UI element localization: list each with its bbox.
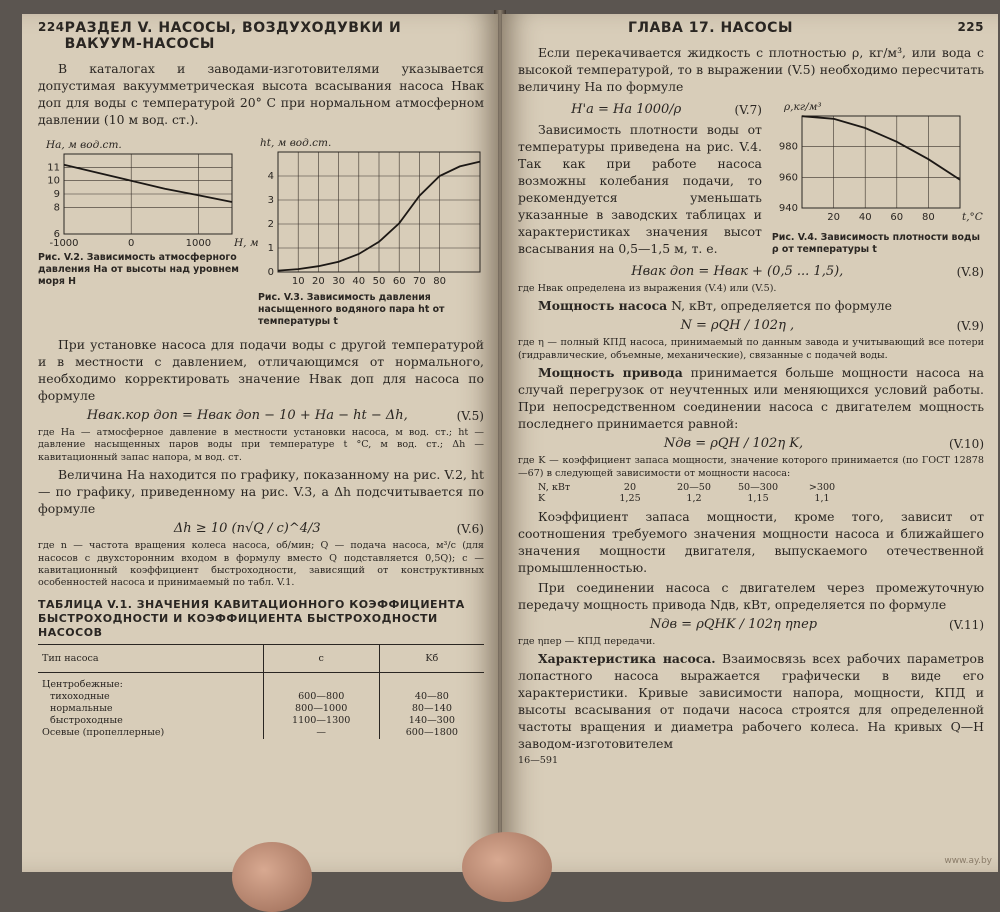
x-tick-label: 40: [352, 276, 366, 287]
y-tick-label: 11: [47, 162, 60, 174]
power-text: N, кВт, определяется по формуле: [671, 298, 893, 314]
x-tick-label: 40: [858, 212, 872, 223]
x-tick-label: 10: [291, 276, 305, 287]
formula-v9: [518, 318, 984, 333]
formula-v9-expression: N = ρQH / 102η ,: [680, 318, 795, 334]
formula-v8-number: (V.8): [956, 264, 984, 279]
figure-v4-caption: Рис. V.4. Зависимость плотности воды ρ от температуры t: [771, 232, 980, 255]
left-figures: [38, 132, 484, 328]
table-cell: быстроходные: [50, 714, 123, 726]
k-table-cell: 20: [623, 482, 637, 494]
k-table-cell: 1,25: [619, 493, 641, 505]
y-tick-label: 9: [53, 189, 60, 200]
series-line: [64, 165, 232, 202]
x-tick-label: 20: [827, 212, 840, 223]
right-chapter-title: ГЛАВА 17. НАСОСЫ: [628, 20, 793, 36]
characteristic-text: Взаимосвязь всех рабочих параметров лопастного насоса выражается графически в виде его характеристики. Кривые зависимости напора, мощности, КПД и высоты всасывания от подачи насоса строятся для определенной частоты вращения и диаметра рабочего колеса. На кривых Q—H заводом-изготовителем: [518, 651, 984, 752]
thumb-left: [232, 842, 312, 912]
formula-v10-legend: где K — коэффициент запаса мощности, значение которого принимается (по ГОСТ 12878—67) в следующей зависимости от мощности насоса:: [518, 455, 984, 479]
formula-v9-legend: где η — полный КПД насоса, принимаемый по данным завода и учитывающий все потери (гидравлические, объемные, механические), связанные с подачей воды.: [518, 337, 984, 361]
chart-v4: [772, 98, 982, 228]
drive-text: принимается больше мощности насоса на случай перегрузок от неучтенных или меняющихся условий работы. При непосредственном соединении насоса с двигателем мощность последнего принимается равной:: [518, 365, 984, 432]
k-table-cell: 50—300: [737, 482, 779, 494]
y-tick-label: 960: [778, 172, 798, 184]
power-heading: Мощность насоса: [538, 298, 668, 314]
characteristic-heading: Характеристика насоса.: [538, 651, 716, 667]
table-cell: нормальные: [50, 702, 113, 714]
table-header-row: [38, 644, 484, 672]
formula-v6-legend: где n — частота вращения колеса насоса, об/мин; Q — подача насоса, м³/с (для насосов с двухсторонним входом в формулу вместо Q подставляется 0,5Q); c — кавитационный коэффициент быстроходности, зависящий от конструктивных особенностей насоса и принимаемый по табл. V.1.: [38, 540, 484, 589]
y-tick-label: 940: [778, 203, 798, 214]
formula-v7-number: (V.7): [734, 102, 762, 117]
table-v1-title: ТАБЛИЦА V.1. ЗНАЧЕНИЯ КАВИТАЦИОННОГО КОЭФФИЦИЕНТА БЫСТРОХОДНОСТИ И КОЭФФИЦИЕНТА БЫСТРОХОДНОСТИ НАСОСОВ: [38, 597, 465, 639]
x-tick-label: 70: [413, 276, 426, 287]
y-tick-label: 0: [267, 267, 274, 278]
formula-v5-legend: где Hа — атмосферное давление в местности установки насоса, м вод. ст.; ht — давление насыщенных паров воды при температуре t °C, м вод. ст.; Δh — кавитационный запас напора, м вод. ст.: [38, 427, 484, 463]
figure-v3: [258, 132, 488, 328]
right-page: [502, 14, 998, 872]
x-tick-label: 30: [332, 276, 345, 287]
right-paragraph-1: Если перекачивается жидкость с плотностью ρ, кг/м³, или вода с высокой температурой, то в выражении (V.5) необходимо пересчитать величину Hа по формуле: [518, 45, 984, 94]
right-top-block: [518, 98, 984, 260]
formula-v5-number: (V.5): [456, 408, 484, 423]
table-group-label: Центробежные:: [42, 678, 123, 690]
left-running-head: [38, 20, 484, 52]
drive-heading: Мощность привода: [538, 365, 683, 381]
table-cell: Осевые (пропеллерные): [42, 726, 165, 738]
formula-v7-expression: H'а = Hа 1000/ρ: [571, 102, 682, 117]
formula-v5-expression: Hвак.кор доп = Hвак доп − 10 + Hа − ht − Δh,: [86, 408, 408, 423]
chart-v3: [258, 132, 488, 292]
formula-v10: [518, 436, 984, 451]
x-tick-label: 80: [921, 212, 935, 223]
chart-v2: [38, 132, 259, 252]
formula-v11-legend: где ηпер — КПД передачи.: [518, 636, 656, 648]
thumb-right: [462, 832, 552, 902]
formula-v6: [38, 521, 484, 536]
formula-v5: [38, 408, 484, 423]
k-table-cell: 1,15: [747, 493, 769, 505]
left-paragraph-2: При установке насоса для подачи воды с другой температурой и в местности с давлением, отличающимся от нормального, необходимо корректировать значение Hвак доп для насоса по формуле: [38, 337, 484, 403]
formula-v8-expression: Hвак доп = Hвак + (0,5 ... 1,5),: [631, 264, 844, 279]
k-table-cell: >300: [808, 482, 836, 494]
formula-v10-expression: Nдв = ρQH / 102η K,: [663, 436, 804, 452]
k-table-cell: 1,1: [814, 493, 830, 505]
x-tick-label: 1000: [185, 238, 212, 249]
x-tick-label: 60: [392, 276, 406, 287]
formula-v8: [518, 264, 984, 279]
y-tick-label: 8: [53, 202, 60, 214]
right-text-column: [518, 98, 762, 260]
left-page: [22, 14, 498, 872]
k-table-k-label: K: [538, 493, 546, 505]
x-tick-label: 20: [312, 276, 325, 287]
formula-v7: [518, 102, 762, 117]
table-cell: 600—800: [263, 691, 379, 703]
series-line: [802, 116, 960, 180]
x-tick-label: 60: [890, 212, 904, 223]
table-v1: [38, 644, 484, 739]
y-axis-label: ρ,кг/м³: [783, 101, 822, 113]
table-row: [38, 727, 484, 739]
formula-v9-number: (V.9): [956, 318, 984, 333]
left-intro-paragraph: В каталогах и заводами-изготовителями указывается допустимая вакуумметрическая высота всасывания насоса Hвак доп для воды с температурой 20° С при нормальном атмосферном давлении (10 м вод. ст.).: [38, 61, 484, 127]
formula-v6-expression: Δh ≥ 10 (n√Q / c)^4/3: [173, 521, 321, 537]
right-running-head: [518, 20, 984, 36]
y-tick-label: 10: [47, 175, 60, 187]
figure-v2-caption: Рис. V.2. Зависимость атмосферного давления Hа от высоты над уровнем моря H: [38, 252, 239, 287]
y-tick-label: 2: [267, 219, 274, 230]
y-axis-label: Hа, м вод.ст.: [46, 139, 122, 151]
formula-v8-legend: где Hвак определена из выражения (V.4) или (V.5).: [518, 283, 777, 294]
table-header-kb: Kб: [379, 644, 484, 672]
right-paragraph-4: При соединении насоса с двигателем через промежуточную передачу мощность привода Nдв, кВт, определяется по формуле: [518, 580, 984, 613]
k-table-cell: 20—50: [676, 482, 711, 494]
figure-v3-caption: Рис. V.3. Зависимость давления насыщенного водяного пара ht от температуры t: [258, 292, 445, 327]
y-tick-label: 980: [778, 141, 798, 153]
watermark: www.ay.by: [944, 856, 992, 866]
x-axis-label: H, м: [234, 237, 259, 249]
table-cell: тихоходные: [50, 690, 110, 702]
signature-mark: 16—591: [518, 755, 559, 767]
formula-v11: [518, 617, 984, 632]
drive-paragraph: [518, 364, 984, 432]
y-axis-label: ht, м вод.ст.: [260, 137, 332, 149]
figure-v4: [772, 98, 984, 260]
k-table-n-label: N, кВт: [538, 482, 571, 494]
y-tick-label: 1: [267, 243, 274, 254]
x-tick-label: 50: [372, 276, 386, 287]
formula-v6-number: (V.6): [456, 521, 484, 536]
table-header-type: Тип насоса: [38, 644, 263, 672]
formula-v11-number: (V.11): [948, 617, 984, 632]
table-row: [38, 715, 484, 727]
formula-v11-expression: Nдв = ρQHK / 102η ηпер: [649, 617, 818, 633]
right-paragraph-3: Коэффициент запаса мощности, кроме того, зависит от соотношения требуемого значения мощности насоса и ближайшего значения мощности двигателя, выпускаемого отечественной промышленностью.: [518, 509, 984, 576]
y-tick-label: 4: [267, 171, 274, 182]
table-header-c: c: [263, 644, 379, 672]
left-page-number: 224: [38, 20, 65, 34]
table-cell: 600—1800: [379, 727, 484, 739]
figure-v2: [38, 132, 259, 328]
table-cell: 800—1000: [263, 703, 379, 715]
table-cell: 80—140: [379, 703, 484, 715]
y-tick-label: 6: [53, 229, 60, 240]
right-paragraph-2: Зависимость плотности воды от температуры приведена на рис. V.4. Так как при работе насоса возможны колебания подачи, то рекомендуется уменьшать указанные в заводских таблицах и характеристиках значения высот всасывания на 0,5—1,5 м, т. е.: [518, 122, 762, 256]
x-tick-label: -1000: [49, 238, 79, 249]
table-cell: —: [263, 727, 379, 739]
x-tick-label: 80: [433, 276, 446, 287]
formula-v10-number: (V.10): [948, 436, 984, 451]
table-cell: 40—80: [379, 691, 484, 703]
right-page-number: 225: [957, 20, 984, 34]
y-tick-label: 3: [267, 195, 274, 206]
plot-frame: [802, 116, 960, 208]
k-coefficient-table: [538, 482, 984, 504]
table-cell: 1100—1300: [263, 715, 379, 727]
table-cell: 140—300: [379, 715, 484, 727]
table-group-row: [38, 672, 484, 691]
x-tick-label: 0: [128, 238, 135, 249]
characteristic-paragraph: [518, 650, 984, 752]
table-row: [38, 691, 484, 703]
k-table-cell: 1,2: [686, 493, 702, 505]
power-paragraph: [518, 297, 984, 314]
left-paragraph-3: Величина Hа находится по графику, показанному на рис. V.2, ht — по графику, приведенному на рис. V.3, а Δh подсчитывается по формуле: [38, 467, 484, 517]
table-row: [38, 703, 484, 715]
x-axis-label: t,°C: [961, 211, 983, 223]
left-section-title: РАЗДЕЛ V. НАСОСЫ, ВОЗДУХОДУВКИ И ВАКУУМ-НАСОСЫ: [64, 20, 402, 52]
